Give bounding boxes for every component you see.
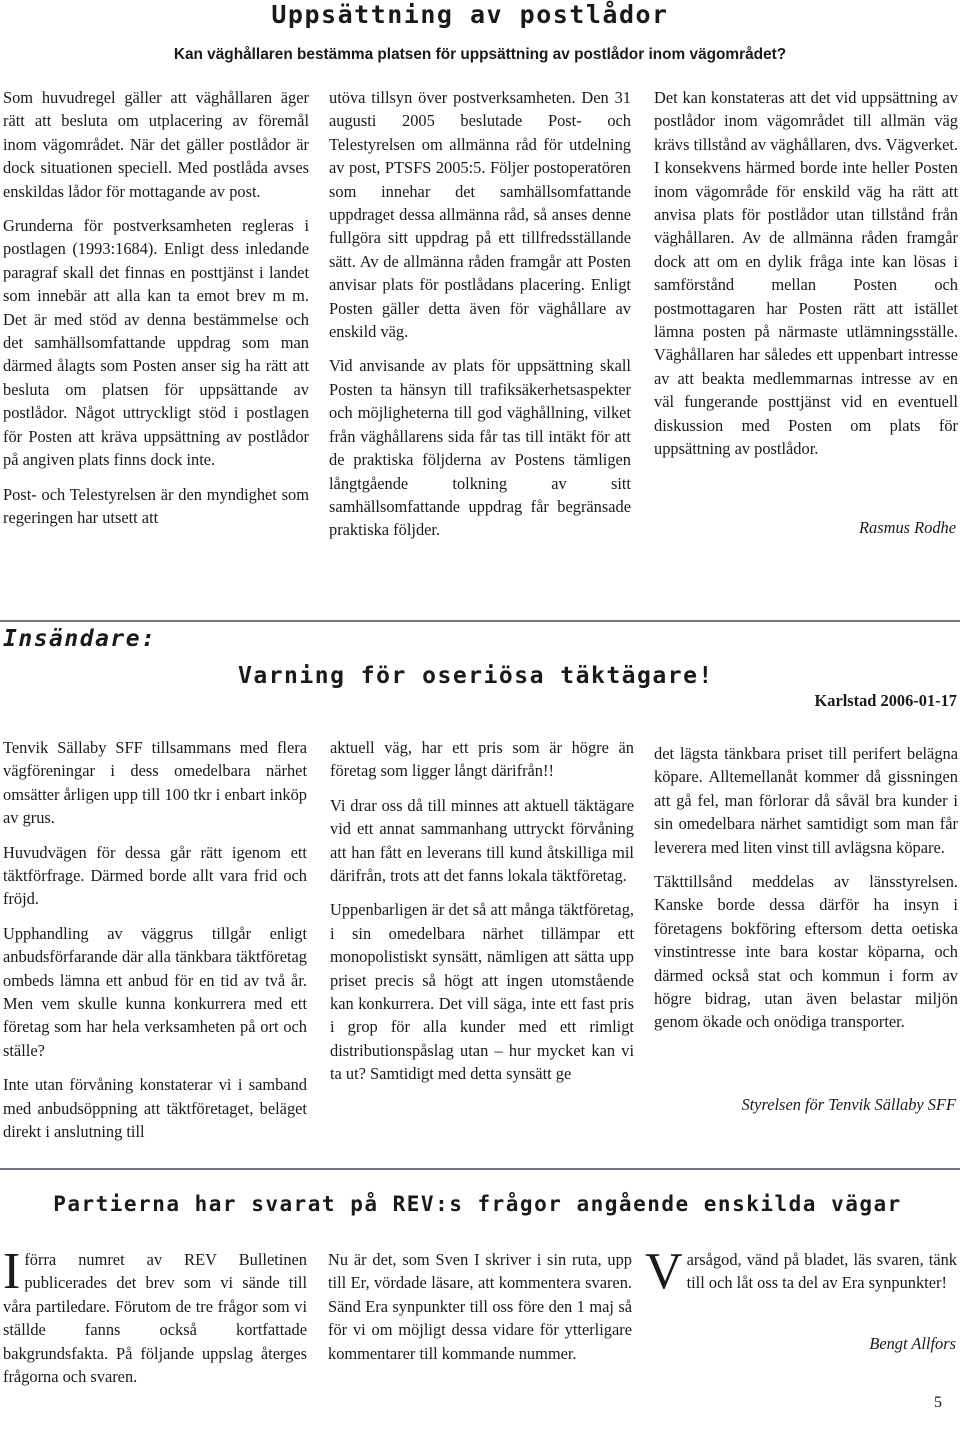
paragraph: aktuell väg, har ett pris som är högre än företag som ligger långt därifrån!!	[330, 738, 634, 781]
section3-column-2	[328, 1248, 632, 1376]
paragraph: Upphandling av väggrus tillgår enligt anbudsförfarande där alla tänkbara täktföretag ombeds lämna ett anbud för en tid av två år. Men vem skulle kunna konkurrera med ett företag som har hela verksamheten på ort och ställe?	[3, 923, 307, 1060]
paragraph-text: arsågod, vänd på bladet, läs svaren, tänk till och låt oss ta del av Era synpunkter!	[686, 1250, 957, 1293]
paragraph: Det kan konstateras att det vid uppsättning av postlådor inom vägområdet till allmän väg krävs tillstånd av väghållaren, dvs. Vägverket. I konsekvens härmed borde inte heller Posten inom vägområde för enskild väg ha rätt att anvisa plats för postlådor utan tillstånd från väghållaren. Av de allmänna råden framgår dock att om en dylik fråga inte kan lösas i samförstånd mellan Posten och postmottagaren har Posten rätt att istället lämna posten på närmaste utlämningsställe. Väghållaren har således ett uppenbart intresse av att beakta medlemmarnas intresse av en väl fungerande posttjänst vid en eventuell diskussion med Posten om plats för uppsättning av postlådor.	[654, 88, 958, 459]
section2-column-3	[654, 742, 958, 1045]
drop-cap: V	[645, 1243, 683, 1300]
section1-column-2	[329, 86, 631, 553]
paragraph: Vi drar oss då till minnes att aktuell täktägare vid ett annat sammanhang uttryckt förvåning att han fått en leverans till kund åtskilliga mil därifrån, trots att det fanns lokala täktföretag.	[330, 795, 634, 886]
section1-column-1	[3, 86, 309, 540]
section3-signature: Bengt Allfors	[869, 1334, 956, 1353]
section3-column-1	[3, 1243, 307, 1399]
section3-column-3	[645, 1243, 957, 1306]
section1-subtitle: Kan väghållaren bestämma platsen för uppsättning av postlådor inom vägområdet?	[173, 46, 787, 63]
paragraph: Nu är det, som Sven I skriver i sin ruta, upp till Er, vördade läsare, att kommentera svaren. Sänd Era synpunkter till oss före den 1 maj så för vi om möjligt dessa vidare för ytterligare kommentarer till kommande nummer.	[328, 1250, 632, 1363]
paragraph: Tenvik Sällaby SFF tillsammans med flera vägföreningar i dess omedelbara närhet omsätter årligen upp till 100 tkr i enbart inköp av grus.	[3, 738, 307, 828]
dateline: Karlstad 2006-01-17	[814, 691, 957, 710]
section1-title: Uppsättning av postlådor	[271, 0, 669, 29]
paragraph	[3, 1243, 307, 1388]
section2-column-1	[3, 736, 307, 1155]
section2-signature: Styrelsen för Tenvik Sällaby SFF	[741, 1095, 956, 1114]
section1-column-3	[654, 86, 958, 472]
section2-column-2	[330, 736, 634, 1097]
section2-title: Varning för oseriösa täktägare!	[238, 663, 714, 689]
paragraph: Grunderna för postverksamheten regleras i postlagen (1993:1684). Enligt dess inledande paragraf skall det finnas en posttjänst i landet som innebär att alla kan ta emot brev m m. Det är med stöd av denna bestämmelse och det samhällsomfattande uppdrag som man därmed ålagts som Posten anser sig ha rätt att besluta om platsen för uppsättande av postlådor. Något uttryckligt stöd i postlagen för Posten att kräva uppsättning av postlådor på angiven plats finns dock inte.	[3, 216, 309, 470]
drop-cap: I	[3, 1243, 21, 1300]
paragraph: Som huvudregel gäller att väghållaren äger rätt att besluta om utplacering av föremål inom vägområdet. När det gäller postlådor är dock situationen speciell. Med postlåda avses enskildas lådor för mottagande av post.	[3, 88, 309, 201]
paragraph: Inte utan förvåning konstaterar vi i samband med anbudsöppning att täktföretaget, beläget direkt i anslutning till	[3, 1075, 307, 1142]
letters-label: Insändare:	[3, 626, 157, 652]
page-number: 5	[934, 1394, 942, 1411]
paragraph: utöva tillsyn över postverksamheten. Den 31 augusti 2005 beslutade Post- och Telestyrelsen om allmänna råd för utdelning av post, PTSFS 2005:5. Följer postoperatören som innehar det samhällsomfattande uppdraget dessa allmänna råd, så anses denne fullgöra sitt uppdrag på ett tillfredsställande sätt. Av de allmänna råden framgår att Posten anvisar plats för postlådans placering. Enligt Posten gäller detta även för väghållare av enskild väg.	[329, 88, 631, 342]
paragraph	[645, 1243, 957, 1300]
paragraph: det lägsta tänkbara priset till perifert belägna köpare. Alltemellanåt kommer då gissningen att gå fel, man förlorar då såväl bra kunder i sin omedelbara närhet samtidigt som man får leverera med liten vinst till avlägsna köpare.	[654, 744, 958, 857]
paragraph: Uppenbarligen är det så att många täktföretag, i sin omedelbara närhet tillämpar ett monopolistiskt synsätt, nämligen att sätta upp priset precis så högt att ingen utomstående kan konkurrera. Det vill säga, inte ett fast pris i grop för alla kunder med ett rimligt distributionspåslag utan – hur mycket kan vi ta ut? Samtidigt med detta synsätt ge	[330, 900, 634, 1084]
paragraph-text: förra numret av REV Bulletinen publicerades det brev som vi sände till våra partiledare. Förutom de tre frågor som vi ställde fanns också kortfattade bakgrundsfakta. På följande uppslag återges frågorna och svaren.	[3, 1250, 307, 1387]
section3-title: Partierna har svarat på REV:s frågor angående enskilda vägar	[53, 1192, 902, 1216]
divider	[0, 620, 960, 622]
divider	[0, 1168, 960, 1170]
paragraph: Post- och Telestyrelsen är den myndighet som regeringen har utsett att	[3, 484, 309, 527]
paragraph: Täkttillsånd meddelas av länsstyrelsen. Kanske borde dessa därför ha insyn i företagens bokföring eftersom detta oetiska vinstintresse inte bara kostar köparna, och därmed också stat och kommun i form av högre bidrag, utan även belastar miljön genom ökade och onödiga transporter.	[654, 872, 958, 1032]
paragraph: Vid anvisande av plats för uppsättning skall Posten ta hänsyn till trafiksäkerhetsaspekter och möjligheterna till god väghållning, vilket från väghållarens sida får tas till intäkt för att de praktiska följderna av Postens tämligen långtgående tolkning av sitt samhällsomfattande uppdrag får begränsade praktiska följder.	[329, 356, 631, 540]
section1-signature: Rasmus Rodhe	[859, 518, 956, 537]
paragraph: Huvudvägen för dessa går rätt igenom ett täktförfrage. Därmed borde allt vara frid och fröjd.	[3, 842, 307, 909]
